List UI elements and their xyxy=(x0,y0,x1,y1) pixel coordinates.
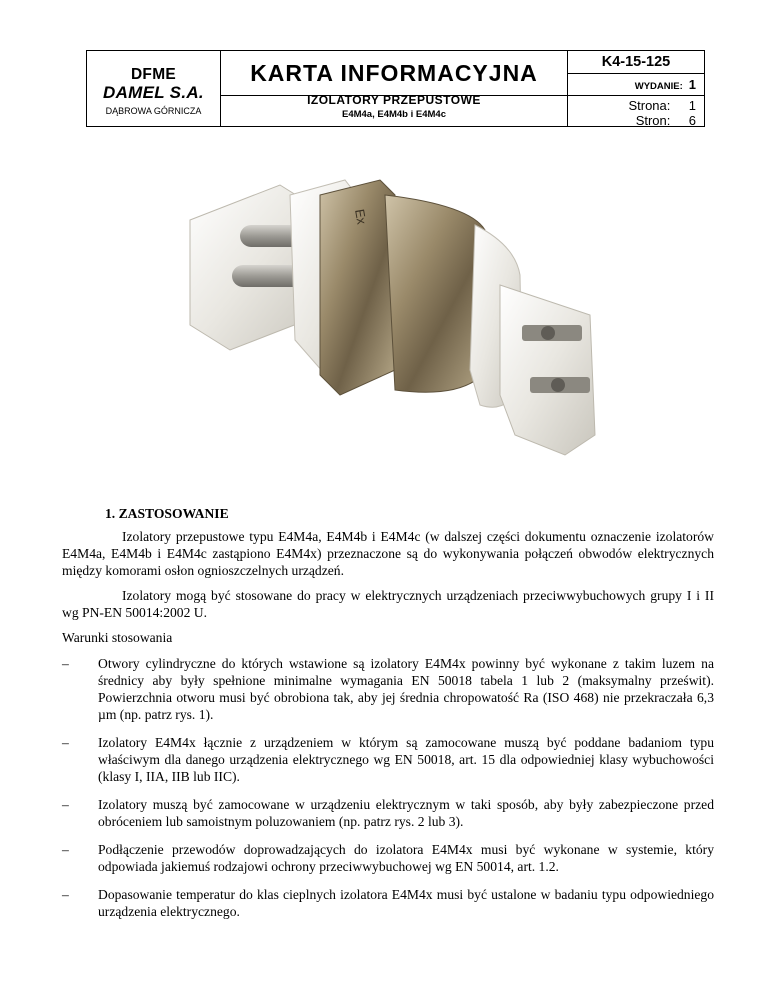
document-title: KARTA INFORMACYJNA xyxy=(250,60,538,86)
bullet-dash: – xyxy=(62,887,69,902)
bullet-dash: – xyxy=(62,842,69,857)
company-block xyxy=(87,51,221,126)
list-item-text: Izolatory muszą być zamocowane w urządzeniu elektrycznym w taki sposób, aby były zabezpieczone przed obróceniem lub samoistnym poluzowaniem (np. patrz rys. 2 lub 3). xyxy=(98,797,714,829)
conditions-label: Warunki stosowania xyxy=(62,630,173,645)
paragraph-1: Izolatory przepustowe typu E4M4a, E4M4b i E4M4c (w dalszej części dokumentu oznaczenie izolatorów E4M4a, E4M4b i E4M4c zastąpiono E4M4x) przeznaczone są do wykonywania połączeń obwodów elektrycznych między komorami osłon ognioszczelnych urządzeń. xyxy=(62,529,714,578)
section-heading: 1. ZASTOSOWANIE xyxy=(105,506,229,521)
document-info-block xyxy=(568,51,704,126)
bullet-dash: – xyxy=(62,797,69,812)
conditions-list xyxy=(62,655,714,920)
edition-row xyxy=(568,74,704,96)
list-item xyxy=(62,886,714,920)
product-photo xyxy=(170,165,610,465)
pages-label: Stron: xyxy=(635,113,671,128)
company-city: DĄBROWA GÓRNICZA xyxy=(105,106,202,116)
document-header xyxy=(86,50,705,127)
document-code: K4-15-125 xyxy=(568,51,704,74)
document-subtitle: IZOLATORY PRZEPUSTOWE xyxy=(307,93,481,107)
bullet-dash: – xyxy=(62,656,69,671)
page-label: Strona: xyxy=(628,98,671,113)
list-item xyxy=(62,734,714,785)
page-value: 1 xyxy=(688,98,696,113)
pages-value: 6 xyxy=(688,113,696,128)
list-item xyxy=(62,796,714,830)
page-number-row xyxy=(568,98,704,113)
list-item-text: Dopasowanie temperatur do klas cieplnych izolatora E4M4x musi być ustalone w badaniu typu odpowiedniego urządzenia elektrycznego. xyxy=(98,887,714,919)
list-item xyxy=(62,841,714,875)
list-item-text: Izolatory E4M4x łącznie z urządzeniem w którym są zamocowane muszą być poddane badaniom typu właściwym dla danego urządzenia elektrycznego wg EN 50018, art. 15 dla odpowiedniej klasy wybuchowości (klasy I, IIA, IIB lub IIC). xyxy=(98,735,714,784)
list-item-text: Podłączenie przewodów doprowadzających do izolatora E4M4x musi być wykonane w systemie, który odpowiada jakiemuś rodzajowi ochrony przeciwwybuchowej wg EN 50014, art. 1.2. xyxy=(98,842,714,874)
edition-label: WYDANIE: xyxy=(634,81,683,92)
product-types: E4M4a, E4M4b i E4M4c xyxy=(341,109,447,120)
company-abbrev: DFME xyxy=(130,66,177,83)
list-item-text: Otwory cylindryczne do których wstawione są izolatory E4M4x powinny być wykonane z takim luzem na średnicy aby były spełnione minimalne wymagania EN 50018 tabela 1 lub 2 (maksymalny prześwit). Powierzchnia otworu musi być obrobiona tak, aby jej średnia chropowatość Ra (ISO 468) nie przekraczała 6,3 µm (np. patrz rys. 1). xyxy=(98,656,714,722)
list-item xyxy=(62,655,714,723)
marking-text: Ex xyxy=(352,207,370,226)
page-count-row xyxy=(568,113,704,128)
document-body xyxy=(62,505,714,931)
paragraph-2: Izolatory mogą być stosowane do pracy w elektrycznych urządzeniach przeciwwybuchowych grupy I i II wg PN-EN 50014:2002 U. xyxy=(62,588,714,620)
title-block xyxy=(221,51,568,126)
company-name: DAMEL S.A. xyxy=(103,83,204,102)
bullet-dash: – xyxy=(62,735,69,750)
edition-value: 1 xyxy=(688,77,696,92)
